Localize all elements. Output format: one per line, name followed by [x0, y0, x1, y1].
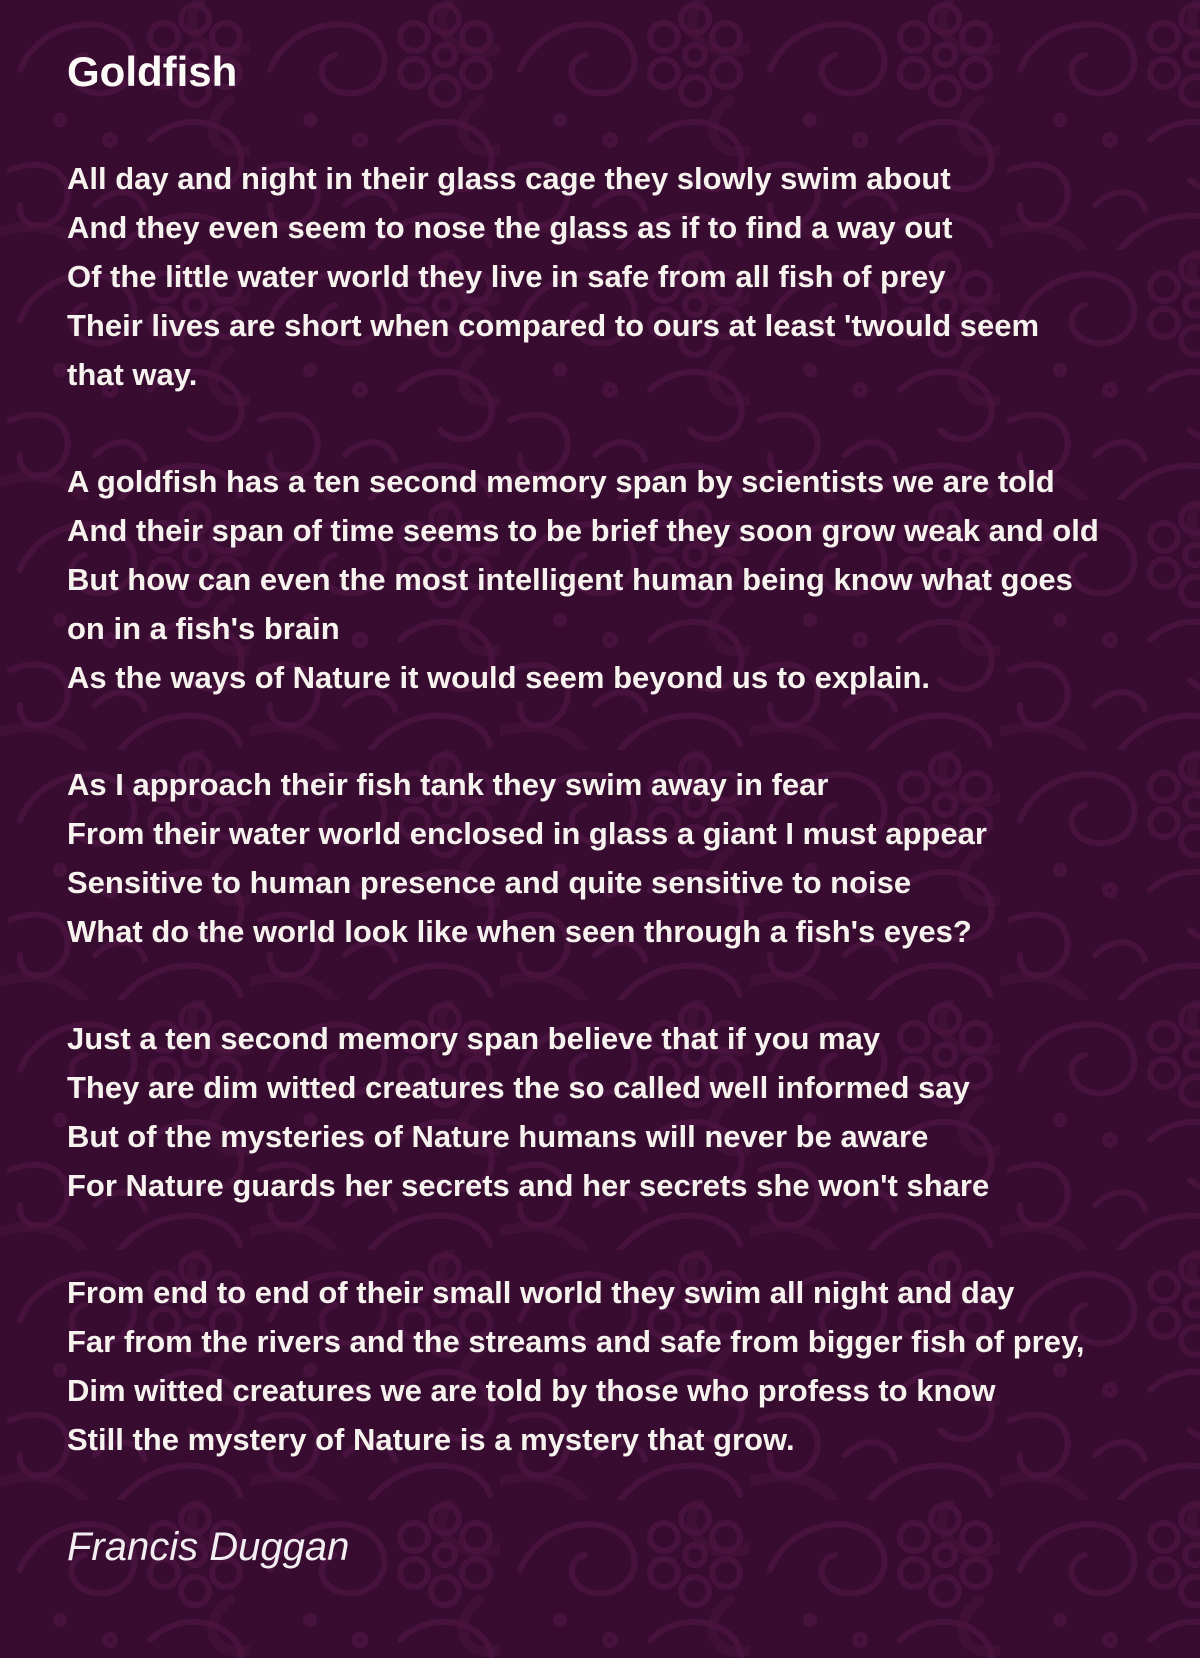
poem-line: on in a fish's brain: [67, 611, 340, 646]
poem-line: What do the world look like when seen through a fish's eyes?: [67, 914, 972, 949]
stanza-4: [67, 1014, 1170, 1210]
poem-line: Their lives are short when compared to ours at least 'twould seem: [67, 308, 1040, 343]
poem-line: As the ways of Nature it would seem beyond us to explain.: [67, 660, 931, 695]
poem-body: [67, 154, 1170, 1464]
stanza-2: [67, 457, 1170, 702]
poem-line: A goldfish has a ten second memory span by scientists we are told: [67, 464, 1055, 499]
author-signature: Francis Duggan: [67, 1525, 350, 1569]
poem-title: Goldfish: [67, 48, 238, 95]
poem-line: Still the mystery of Nature is a mystery that grow.: [67, 1422, 795, 1457]
poem-line: As I approach their fish tank they swim away in fear: [67, 767, 829, 802]
poem-line: But how can even the most intelligent human being know what goes: [67, 562, 1073, 597]
poem-line: Just a ten second memory span believe that if you may: [67, 1021, 881, 1056]
poem-line: And they even seem to nose the glass as if to find a way out: [67, 210, 953, 245]
poem-line: All day and night in their glass cage they slowly swim about: [67, 161, 951, 196]
stanza-5: [67, 1268, 1170, 1464]
poem-line: Sensitive to human presence and quite sensitive to noise: [67, 865, 912, 900]
poem-line: that way.: [67, 357, 198, 392]
poem-line: Dim witted creatures we are told by those who profess to know: [67, 1373, 996, 1408]
stanza-1: [67, 154, 1170, 399]
poem-line: For Nature guards her secrets and her secrets she won't share: [67, 1168, 990, 1203]
poem-line: From their water world enclosed in glass a giant I must appear: [67, 816, 987, 851]
poem-line: From end to end of their small world they swim all night and day: [67, 1275, 1015, 1310]
poem-line: They are dim witted creatures the so called well informed say: [67, 1070, 970, 1105]
poem-line: But of the mysteries of Nature humans will never be aware: [67, 1119, 929, 1154]
poem-line: Far from the rivers and the streams and safe from bigger fish of prey,: [67, 1324, 1085, 1359]
stanza-3: [67, 760, 1170, 956]
poem-line: And their span of time seems to be brief they soon grow weak and old: [67, 513, 1099, 548]
poem-line: Of the little water world they live in safe from all fish of prey: [67, 259, 946, 294]
